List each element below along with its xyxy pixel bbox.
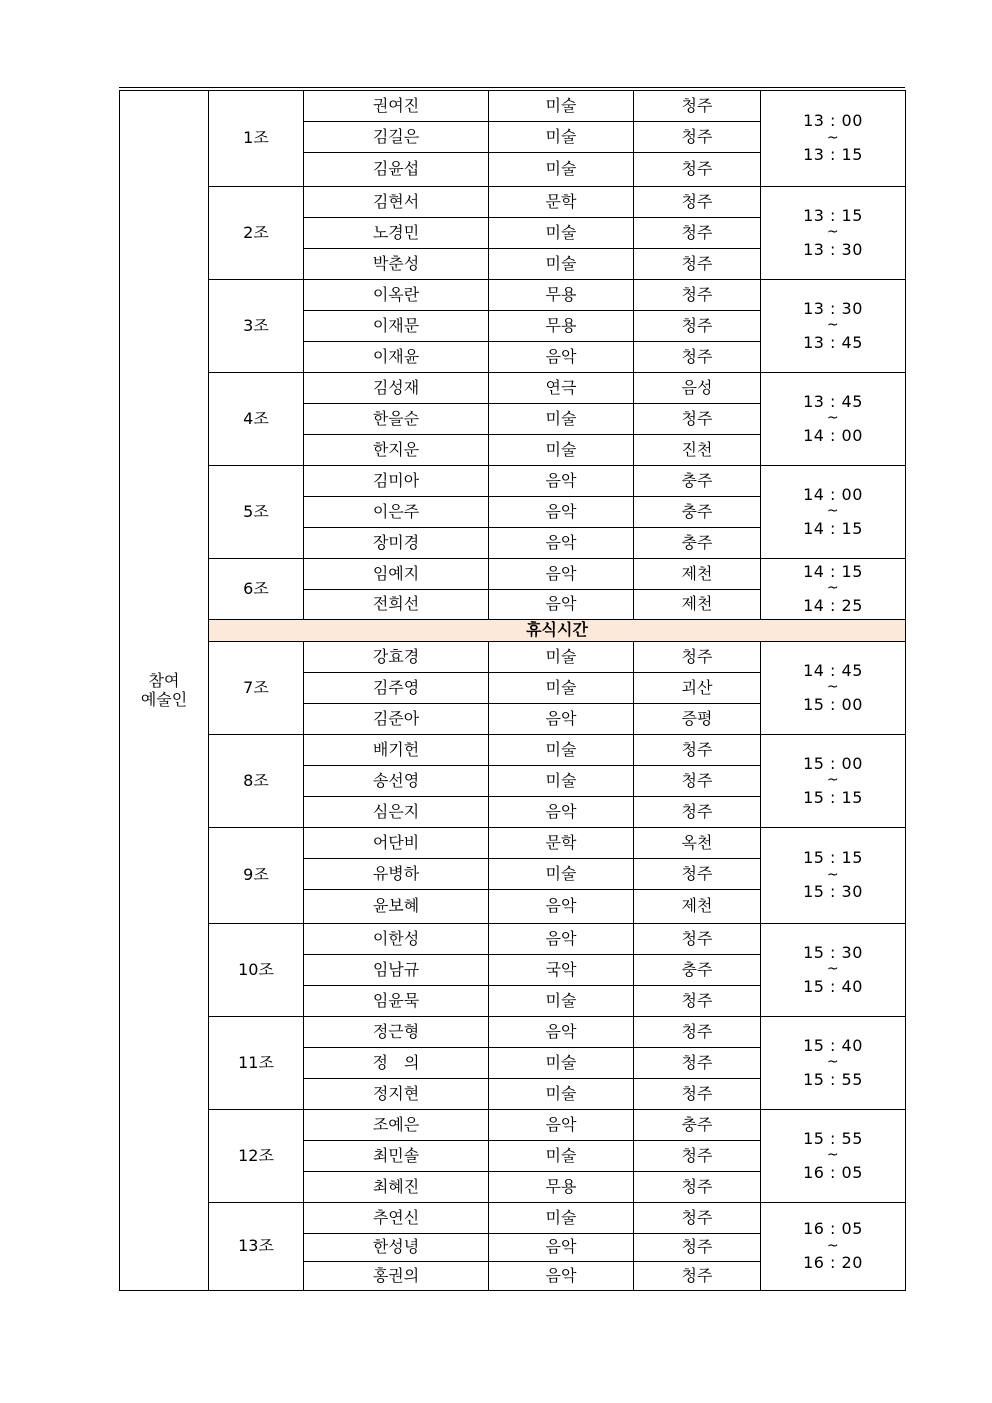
time-end: 13 : 15 (803, 145, 863, 165)
member-region: 옥천 (634, 828, 761, 859)
member-name: 홍권의 (304, 1262, 489, 1291)
time-end: 15 : 00 (803, 694, 863, 714)
member-name: 김준아 (304, 704, 489, 735)
break-label: 휴식시간 (209, 620, 906, 642)
member-region: 청주 (634, 280, 761, 311)
table-row (120, 466, 906, 497)
time-start: 16 : 05 (803, 1219, 863, 1239)
member-field: 미술 (489, 766, 634, 797)
member-name: 유병하 (304, 859, 489, 890)
time-separator: ~ (826, 679, 840, 696)
group-label: 1조 (209, 91, 304, 187)
member-field: 미술 (489, 249, 634, 280)
time-start: 14 : 15 (803, 561, 863, 581)
time-end: 13 : 30 (803, 239, 863, 259)
member-region: 청주 (634, 91, 761, 122)
time-start: 13 : 45 (803, 391, 863, 411)
time-slot (761, 187, 906, 280)
member-field: 음악 (489, 590, 634, 620)
time-start: 15 : 15 (803, 848, 863, 868)
time-slot (761, 735, 906, 828)
member-name: 한성녕 (304, 1234, 489, 1262)
time-separator: ~ (826, 410, 840, 427)
member-region: 제천 (634, 590, 761, 620)
member-region: 청주 (634, 1203, 761, 1234)
member-region: 청주 (634, 249, 761, 280)
member-field: 미술 (489, 1141, 634, 1172)
member-field: 음악 (489, 797, 634, 828)
time-end: 15 : 15 (803, 787, 863, 807)
member-name: 최민솔 (304, 1141, 489, 1172)
table-row (120, 924, 906, 955)
time-separator: ~ (826, 772, 840, 789)
member-name: 임남규 (304, 955, 489, 986)
member-field: 미술 (489, 859, 634, 890)
time-slot (761, 373, 906, 466)
member-field: 음악 (489, 890, 634, 924)
time-start: 14 : 00 (803, 484, 863, 504)
member-field: 미술 (489, 1079, 634, 1110)
member-region: 청주 (634, 1234, 761, 1262)
member-region: 청주 (634, 1262, 761, 1291)
member-name: 어단비 (304, 828, 489, 859)
member-region: 제천 (634, 559, 761, 590)
time-separator: ~ (826, 1054, 840, 1071)
group-label: 4조 (209, 373, 304, 466)
member-region: 청주 (634, 735, 761, 766)
member-name: 이재윤 (304, 342, 489, 373)
member-field: 음악 (489, 528, 634, 559)
member-region: 청주 (634, 924, 761, 955)
member-field: 무용 (489, 1172, 634, 1203)
member-field: 음악 (489, 924, 634, 955)
member-region: 청주 (634, 642, 761, 673)
table-row (120, 1203, 906, 1234)
member-region: 청주 (634, 986, 761, 1017)
group-label: 13조 (209, 1203, 304, 1291)
member-name: 김주영 (304, 673, 489, 704)
time-slot (761, 91, 906, 187)
member-name: 임윤묵 (304, 986, 489, 1017)
time-end: 15 : 30 (803, 882, 863, 902)
member-field: 미술 (489, 1048, 634, 1079)
group-label: 9조 (209, 828, 304, 924)
member-name: 배기헌 (304, 735, 489, 766)
time-end: 15 : 55 (803, 1069, 863, 1089)
member-name: 김길은 (304, 122, 489, 153)
time-slot (761, 642, 906, 735)
time-slot (761, 828, 906, 924)
member-region: 청주 (634, 859, 761, 890)
member-field: 무용 (489, 311, 634, 342)
time-end: 13 : 45 (803, 332, 863, 352)
member-name: 김현서 (304, 187, 489, 218)
member-field: 음악 (489, 1234, 634, 1262)
member-field: 미술 (489, 1203, 634, 1234)
time-slot (761, 1110, 906, 1203)
member-field: 음악 (489, 559, 634, 590)
member-name: 송선영 (304, 766, 489, 797)
time-separator: ~ (826, 580, 840, 597)
time-end: 15 : 40 (803, 976, 863, 996)
table-row (120, 280, 906, 311)
member-name: 심은지 (304, 797, 489, 828)
time-end: 16 : 05 (803, 1162, 863, 1182)
time-slot (761, 280, 906, 373)
table-row (120, 91, 906, 122)
member-region: 청주 (634, 1172, 761, 1203)
member-name: 노경민 (304, 218, 489, 249)
member-name: 이한성 (304, 924, 489, 955)
group-label: 10조 (209, 924, 304, 1017)
member-field: 미술 (489, 404, 634, 435)
time-start: 15 : 40 (803, 1035, 863, 1055)
table-row (120, 735, 906, 766)
member-name: 이은주 (304, 497, 489, 528)
member-field: 미술 (489, 435, 634, 466)
table-row (120, 373, 906, 404)
member-region: 진천 (634, 435, 761, 466)
member-name: 박춘성 (304, 249, 489, 280)
time-start: 13 : 00 (803, 111, 863, 131)
member-region: 청주 (634, 218, 761, 249)
category-line: 참여 (148, 671, 180, 691)
group-label: 5조 (209, 466, 304, 559)
member-name: 최혜진 (304, 1172, 489, 1203)
time-start: 15 : 00 (803, 753, 863, 773)
group-label: 3조 (209, 280, 304, 373)
member-field: 문학 (489, 828, 634, 859)
member-field: 음악 (489, 704, 634, 735)
member-field: 음악 (489, 1110, 634, 1141)
group-label: 12조 (209, 1110, 304, 1203)
time-start: 13 : 30 (803, 298, 863, 318)
member-field: 미술 (489, 91, 634, 122)
table-row (120, 642, 906, 673)
member-region: 괴산 (634, 673, 761, 704)
member-field: 국악 (489, 955, 634, 986)
member-field: 미술 (489, 673, 634, 704)
time-start: 14 : 45 (803, 660, 863, 680)
group-label: 6조 (209, 559, 304, 620)
member-region: 청주 (634, 1017, 761, 1048)
member-region: 청주 (634, 1048, 761, 1079)
member-region: 충주 (634, 466, 761, 497)
member-region: 청주 (634, 1079, 761, 1110)
time-separator: ~ (826, 1147, 840, 1164)
time-separator: ~ (826, 961, 840, 978)
member-name: 권여진 (304, 91, 489, 122)
break-row (120, 620, 906, 642)
time-start: 15 : 30 (803, 942, 863, 962)
member-name: 조예은 (304, 1110, 489, 1141)
time-slot (761, 1017, 906, 1110)
member-region: 청주 (634, 342, 761, 373)
member-name: 한을순 (304, 404, 489, 435)
member-field: 미술 (489, 986, 634, 1017)
member-name: 이재문 (304, 311, 489, 342)
member-region: 청주 (634, 766, 761, 797)
member-field: 음악 (489, 497, 634, 528)
table-row (120, 1017, 906, 1048)
member-region: 충주 (634, 497, 761, 528)
group-label: 8조 (209, 735, 304, 828)
member-field: 문학 (489, 187, 634, 218)
category-line: 예술인 (140, 689, 188, 709)
member-name: 정근형 (304, 1017, 489, 1048)
time-separator: ~ (826, 1237, 840, 1254)
member-name: 한지운 (304, 435, 489, 466)
table-row (120, 828, 906, 859)
member-name: 전희선 (304, 590, 489, 620)
member-name: 임예지 (304, 559, 489, 590)
member-region: 충주 (634, 955, 761, 986)
member-name: 이옥란 (304, 280, 489, 311)
time-start: 13 : 15 (803, 205, 863, 225)
time-separator: ~ (826, 224, 840, 241)
table-row (120, 559, 906, 590)
member-name: 김성재 (304, 373, 489, 404)
time-separator: ~ (826, 129, 840, 146)
member-field: 미술 (489, 735, 634, 766)
member-region: 제천 (634, 890, 761, 924)
member-region: 청주 (634, 404, 761, 435)
member-field: 무용 (489, 280, 634, 311)
member-region: 청주 (634, 311, 761, 342)
time-separator: ~ (826, 866, 840, 883)
participants-category-cell (120, 91, 209, 1291)
member-region: 청주 (634, 187, 761, 218)
time-slot (761, 559, 906, 620)
time-end: 14 : 15 (803, 518, 863, 538)
member-region: 충주 (634, 528, 761, 559)
member-name: 김윤섭 (304, 153, 489, 187)
member-name: 추연신 (304, 1203, 489, 1234)
time-slot (761, 466, 906, 559)
member-name: 정 의 (304, 1048, 489, 1079)
group-label: 2조 (209, 187, 304, 280)
table-row (120, 187, 906, 218)
member-name: 정지현 (304, 1079, 489, 1110)
member-field: 미술 (489, 122, 634, 153)
member-name: 강효경 (304, 642, 489, 673)
member-field: 음악 (489, 1262, 634, 1291)
time-slot (761, 1203, 906, 1291)
member-field: 미술 (489, 218, 634, 249)
member-region: 청주 (634, 153, 761, 187)
member-region: 청주 (634, 122, 761, 153)
time-end: 16 : 20 (803, 1253, 863, 1273)
member-field: 음악 (489, 466, 634, 497)
time-separator: ~ (826, 503, 840, 520)
time-slot (761, 924, 906, 1017)
member-name: 김미아 (304, 466, 489, 497)
schedule-table (119, 90, 906, 1291)
member-region: 청주 (634, 1141, 761, 1172)
member-field: 음악 (489, 342, 634, 373)
member-region: 증평 (634, 704, 761, 735)
member-field: 미술 (489, 153, 634, 187)
member-field: 연극 (489, 373, 634, 404)
table-row (120, 1110, 906, 1141)
member-name: 윤보혜 (304, 890, 489, 924)
time-start: 15 : 55 (803, 1128, 863, 1148)
member-region: 청주 (634, 797, 761, 828)
group-label: 11조 (209, 1017, 304, 1110)
member-name: 장미경 (304, 528, 489, 559)
member-region: 충주 (634, 1110, 761, 1141)
member-region: 음성 (634, 373, 761, 404)
time-separator: ~ (826, 317, 840, 334)
group-label: 7조 (209, 642, 304, 735)
time-end: 14 : 25 (803, 595, 863, 615)
member-field: 미술 (489, 642, 634, 673)
member-field: 음악 (489, 1017, 634, 1048)
time-end: 14 : 00 (803, 425, 863, 445)
top-rule (119, 87, 905, 88)
